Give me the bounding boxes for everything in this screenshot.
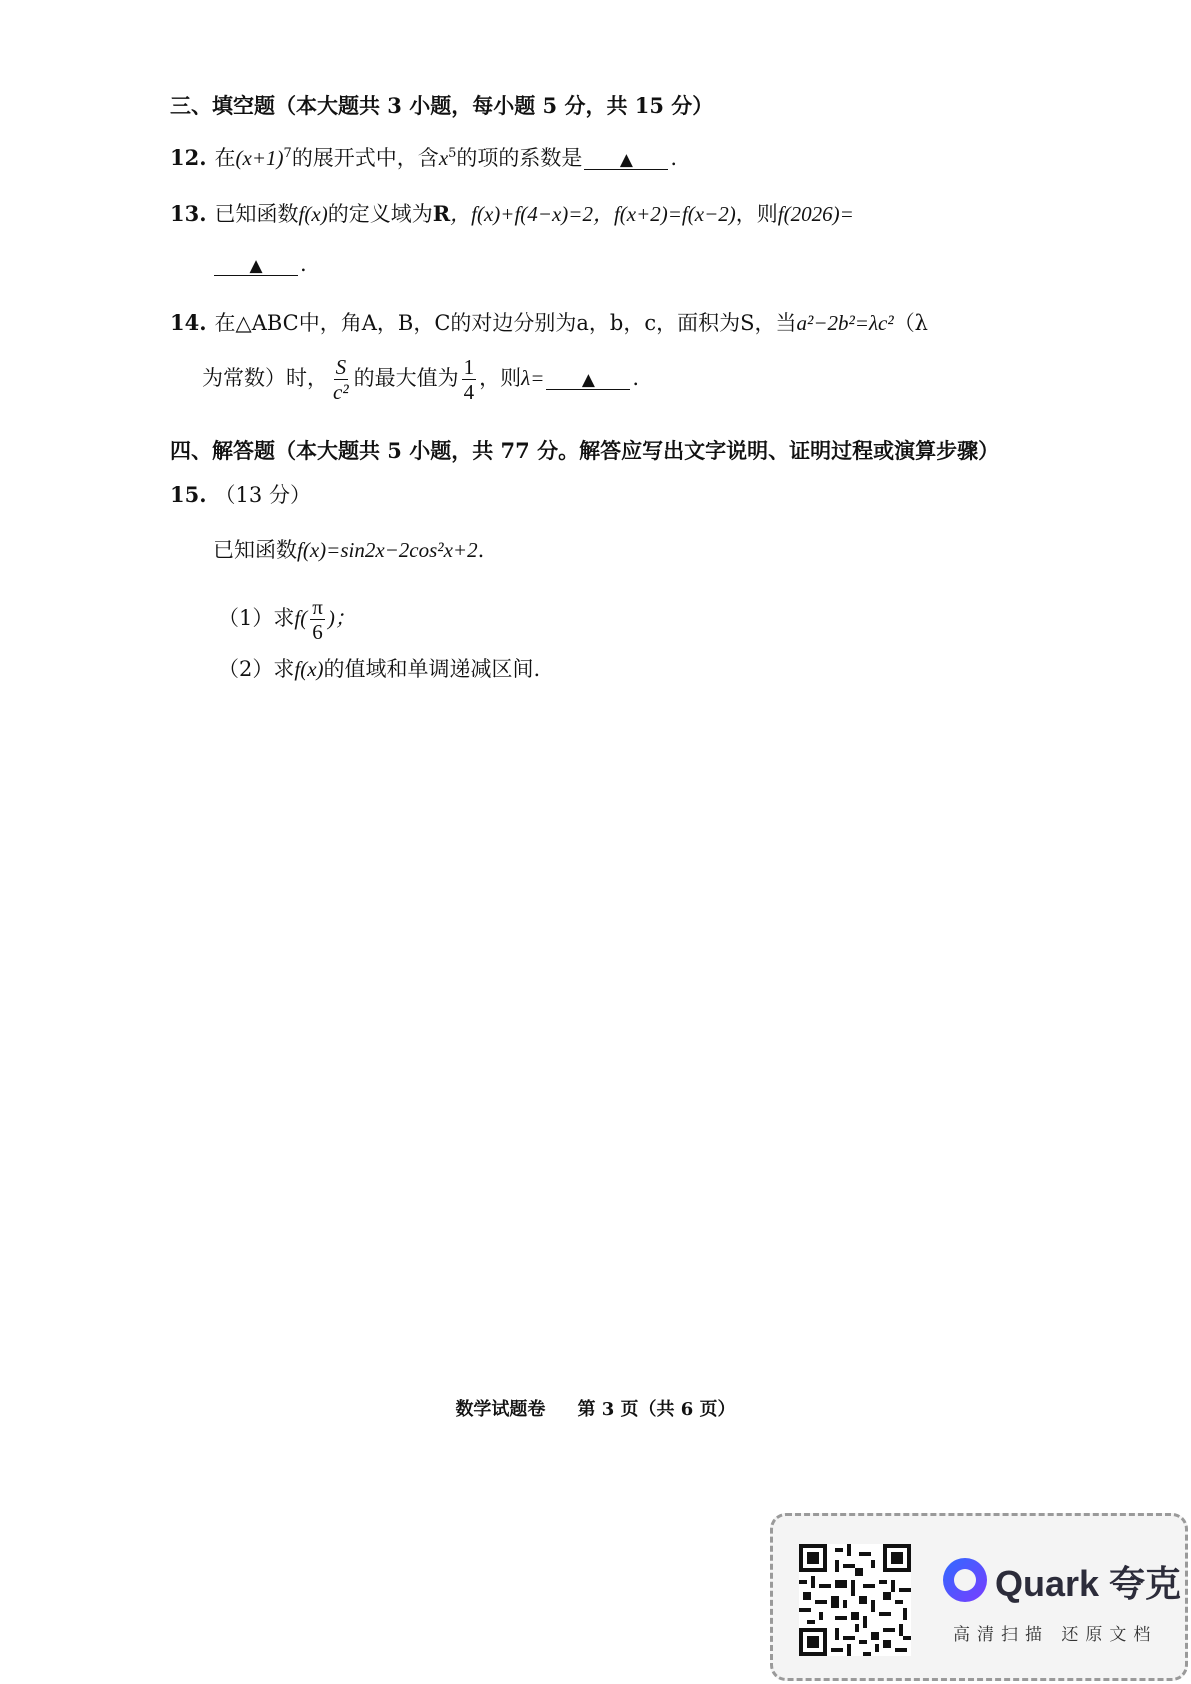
q14-max-text: 的最大值为: [353, 366, 459, 391]
question-15-part-1: [218, 595, 356, 644]
q15-func: f(x)=sin2x−2cos²x+2: [297, 538, 478, 562]
frac-top: 1: [463, 355, 475, 379]
fraction-pi-over-6: [310, 595, 325, 644]
q12-end: .: [670, 146, 678, 170]
q13-ask: f(2026)=: [777, 202, 854, 226]
q14-line1: 在△ABC中，角A，B，C的对边分别为a，b，c，面积为S，当: [214, 311, 797, 335]
brand-tagline: 高清扫描 还原文档: [953, 1625, 1158, 1645]
q15-p1-end: )；: [327, 606, 356, 631]
triangle-icon: ▲: [249, 256, 263, 276]
q12-prefix: 在: [214, 146, 236, 170]
fraction-s-over-c2: [331, 355, 351, 404]
q13-text: 已知函数: [214, 202, 299, 226]
q12-middle: 的展开式中，含: [291, 146, 439, 170]
q14-eq: a²−2b²=λc²: [796, 311, 894, 335]
question-number: 15.: [170, 482, 207, 507]
frac-top: π: [312, 595, 323, 619]
question-number: 14.: [170, 310, 207, 335]
q12-exp: 7: [283, 146, 292, 161]
q14-then: ，则: [479, 366, 522, 391]
q13-cond1: ，f(x)+f(4−x)=2，: [450, 202, 614, 226]
triangle-icon: ▲: [619, 150, 633, 170]
q12-var: x: [438, 146, 449, 170]
answer-blank[interactable]: [546, 368, 630, 390]
quark-scan-badge[interactable]: [770, 1513, 1188, 1681]
frac-bot: 6: [312, 620, 323, 645]
answer-blank[interactable]: [584, 148, 668, 170]
q12-var-exp: 5: [448, 146, 457, 161]
question-13-answer-line: [212, 252, 307, 277]
fraction-one-quarter: [462, 355, 477, 404]
question-15-part-2: [218, 657, 540, 682]
brand-name: Quark 夸克: [995, 1563, 1182, 1604]
frac-top: S: [335, 355, 347, 379]
q12-suffix: 的项的系数是: [456, 146, 583, 170]
triangle-icon: ▲: [581, 370, 595, 391]
frac-bot: c²: [333, 380, 349, 405]
question-14: [170, 310, 928, 336]
q15-p2-f: f(x): [294, 657, 324, 681]
question-13: [170, 201, 854, 227]
question-15-stem: [213, 538, 484, 563]
q15-p1-f: f(: [294, 606, 308, 631]
footer-page-number: 第 3 页（共 6 页）: [577, 1399, 736, 1420]
q14-paren: （λ: [893, 311, 928, 335]
q13-f: f(x): [298, 202, 328, 226]
question-15-header: [170, 482, 311, 508]
q13-R: R: [432, 201, 451, 226]
q13-cond2: f(x+2)=f(x−2): [613, 202, 736, 226]
q12-expr: (x+1): [235, 146, 284, 170]
q15-stem-end: .: [477, 538, 485, 562]
q15-points: （13 分）: [214, 483, 311, 507]
section-heading-solutions: 四、解答题（本大题共 5 小题，共 77 分。解答应写出文字说明、证明过程或演算步骤）: [170, 438, 1000, 463]
q15-p1-label: （1）求: [218, 606, 295, 631]
question-number: 13.: [170, 201, 207, 226]
quark-logo-icon: [943, 1558, 987, 1602]
page-footer: [0, 1395, 1191, 1421]
question-number: 12.: [170, 145, 207, 170]
q13-then: ，则: [735, 202, 778, 226]
q14-line2-start: 为常数）时，: [202, 366, 328, 391]
frac-bot: 4: [463, 380, 475, 405]
qr-code-icon[interactable]: [799, 1544, 911, 1656]
q13-domain: 的定义域为: [327, 202, 433, 226]
q14-lambda: λ=: [521, 366, 545, 391]
question-14-line-2: [202, 355, 639, 404]
q13-end: .: [300, 252, 307, 276]
q15-p2-label: （2）求: [218, 657, 295, 681]
footer-title: 数学试题卷: [455, 1399, 546, 1420]
section-heading-fill-in: 三、填空题（本大题共 3 小题，每小题 5 分，共 15 分）: [170, 93, 714, 118]
answer-blank[interactable]: [214, 254, 298, 276]
q14-end: .: [632, 366, 640, 391]
q15-stem-text: 已知函数: [213, 538, 297, 562]
question-12: [170, 145, 677, 171]
q15-p2-text: 的值域和单调递减区间.: [323, 657, 541, 681]
